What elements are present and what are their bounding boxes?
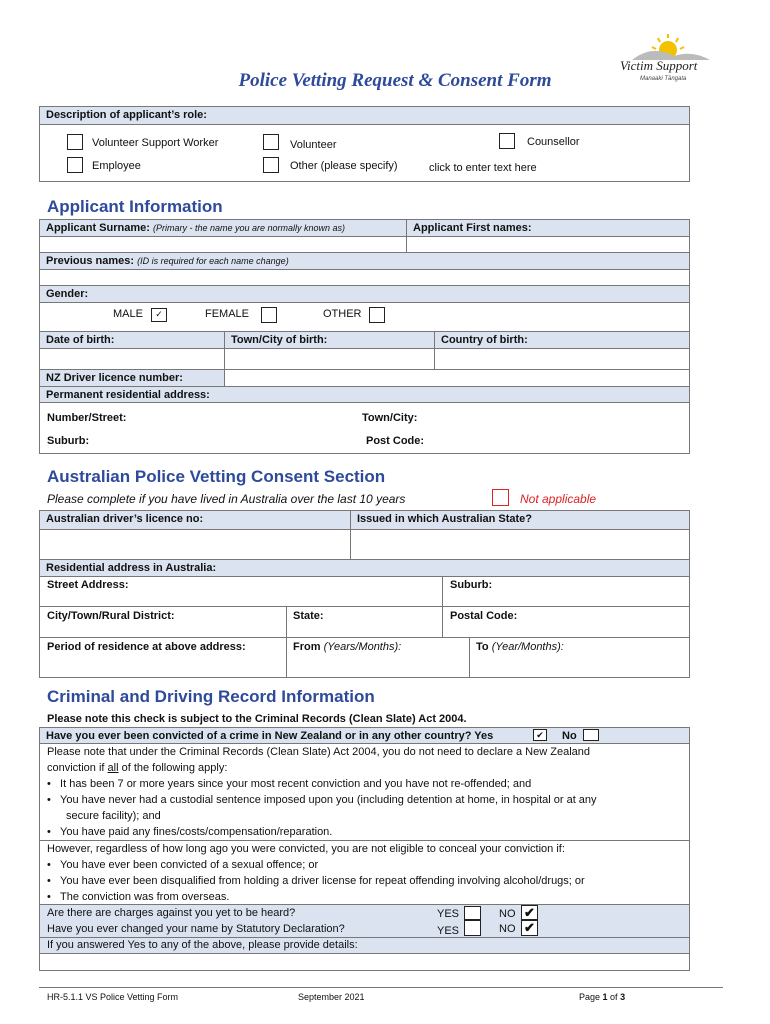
role-option-volunteer: Volunteer [290,139,337,151]
aus-period-label: Period of residence at above address: [47,641,246,653]
aus-street-label: Street Address: [47,579,129,591]
first-names-input[interactable] [406,236,690,253]
male-checkbox[interactable]: ✓ [151,308,167,322]
male-label: MALE [113,308,143,320]
logo-subtext: Manaaki Tāngata [640,76,687,82]
australia-heading: Australian Police Vetting Consent Section [47,467,386,486]
q3-no-checkbox[interactable]: ✔ [521,920,538,936]
australia-instruction: Please complete if you have lived in Australia over the last 10 years [47,492,406,506]
aus-city-label: City/Town/Rural District: [47,610,175,622]
previous-names-label-cell [39,252,690,270]
surname-label-cell [39,219,407,237]
bullet-2-3-text: The conviction was from overseas. [60,891,230,903]
town-birth-input[interactable] [224,348,435,370]
q2-no-checkbox[interactable]: ✔ [521,905,538,920]
q3-no-label: NO [499,923,516,935]
bullet-1-1: • It has been 7 or more years since your most recent conviction and you have not re-offended; and [47,778,532,790]
q2-yes-label: YES [437,908,460,920]
q2-yes-checkbox[interactable] [464,906,481,920]
role-option-counsellor: Counsellor [527,136,580,148]
aus-state-label: State: [293,610,324,622]
street-label: Number/Street: [47,412,127,424]
female-label: FEMALE [205,308,250,320]
aus-licence-label: Australian driver’s licence no: [39,510,351,530]
bullet-2-2-text: You have ever been disqualified from holding a driver license for repeat offending involving alcohol/drugs; or [60,875,585,887]
address-box[interactable] [39,402,690,454]
q3-yes-checkbox[interactable] [464,920,481,936]
surname-note: (Primary - the name you are normally known as) [152,223,346,233]
country-birth-label: Country of birth: [434,331,690,349]
footer-divider [39,987,723,988]
footer-page [579,992,625,1002]
role-heading: Description of applicant’s role: [39,106,690,125]
town-label: Town/City: [362,412,418,424]
bullet-1-2-cont: secure facility); and [66,810,161,822]
para1-line2 [47,762,227,774]
previous-names-input[interactable] [39,269,690,286]
aus-state-issued-label: Issued in which Australian State? [350,510,690,530]
surname-input[interactable] [39,236,407,253]
not-applicable-checkbox[interactable] [492,489,509,506]
footer-page-total: 3 [620,992,626,1002]
role-option-other: Other (please specify) [290,160,398,172]
dob-input[interactable] [39,348,225,370]
aus-address-heading: Residential address in Australia: [39,559,690,577]
q1-no-label: No [562,730,577,742]
para1-line2-all: all [107,762,119,774]
volunteer-support-worker-checkbox[interactable] [67,134,83,150]
town-birth-label: Town/City of birth: [224,331,435,349]
clean-slate-note: Please note this check is subject to the Criminal Records (Clean Slate) Act 2004. [47,713,467,725]
criminal-heading: Criminal and Driving Record Information [47,687,375,706]
aus-to-label: To [476,641,489,653]
q1-yes-checkbox[interactable]: ✔ [533,729,547,741]
bullet-2-1-text: You have ever been convicted of a sexual offence; or [60,859,319,871]
other-checkbox[interactable] [263,157,279,173]
footer-code: HR-5.1.1 VS Police Vetting Form [47,992,179,1002]
counsellor-checkbox[interactable] [499,133,515,149]
volunteer-checkbox[interactable] [263,134,279,150]
footer-page-mid: of [607,992,621,1002]
applicant-heading: Applicant Information [47,197,223,216]
footer-page-num: 1 [602,992,608,1002]
aus-to-note: (Year/Months): [491,641,564,653]
para1-line2-pre: conviction if [47,762,108,774]
role-option-vsw: Volunteer Support Worker [92,137,219,149]
aus-to-label-group [476,641,564,653]
other-gender-label: OTHER [323,308,362,320]
aus-licence-input[interactable] [39,529,351,560]
gender-label: Gender: [39,285,690,303]
bullet-1-3: • You have paid any fines/costs/compensation/reparation. [47,826,333,838]
q4-text: If you answered Yes to any of the above, please provide details: [47,939,358,951]
para1-line1: Please note that under the Criminal Records (Clean Slate) Act 2004, you do not need to declare a New Zealand [47,746,590,758]
previous-names-note: (ID is required for each name change) [137,256,289,266]
q1-no-checkbox[interactable] [583,729,599,741]
female-checkbox[interactable] [261,307,277,323]
aus-state-input[interactable] [350,529,690,560]
suburb-label: Suburb: [47,435,90,447]
previous-names-label: Previous names: [46,255,135,267]
aus-suburb-label: Suburb: [450,579,493,591]
first-names-label: Applicant First names: [406,219,690,237]
aus-from-label: From [293,641,321,653]
q3-text: Have you ever changed your name by Statutory Declaration? [47,923,345,935]
logo-text: Victim Support [620,58,698,73]
country-birth-input[interactable] [434,348,690,370]
details-input[interactable] [39,953,690,971]
bullet-1-3-text: You have paid any fines/costs/compensation/reparation. [60,826,333,838]
aus-postal-label: Postal Code: [450,610,518,622]
q1-text: Have you ever been convicted of a crime in New Zealand or in any other country? Yes [46,730,494,742]
form-title: Police Vetting Request & Consent Form [238,70,552,91]
bullet-1-2-text: You have never had a custodial sentence imposed upon you (including detention at home, in hospital or at any [60,794,597,806]
para1-line2-post: of the following apply: [118,762,228,774]
para2: However, regardless of how long ago you were convicted, you are not eligible to conceal your conviction if: [47,843,565,855]
aus-from-label-group [293,641,401,653]
dob-label: Date of birth: [39,331,225,349]
postcode-label: Post Code: [366,435,425,447]
footer-page-pre: Page [579,992,603,1002]
bullet-2-1: • You have ever been convicted of a sexual offence; or [47,859,319,871]
q2-text: Are there are charges against you yet to be heard? [47,907,296,919]
employee-checkbox[interactable] [67,157,83,173]
bullet-1-2: • You have never had a custodial sentence imposed upon you (including detention at home, in hospital or at any [47,794,597,806]
other-text-input[interactable]: click to enter text here [429,162,537,174]
address-label: Permanent residential address: [39,386,690,403]
role-box [39,124,690,182]
bullet-2-3: • The conviction was from overseas. [47,891,230,903]
role-option-employee: Employee [92,160,141,172]
other-gender-checkbox[interactable] [369,307,385,323]
q2-no-label: NO [499,908,516,920]
licence-label: NZ Driver licence number: [39,369,225,387]
not-applicable-label: Not applicable [520,492,597,506]
surname-label: Applicant Surname: [46,222,150,234]
footer-date: September 2021 [298,992,365,1002]
bullet-2-2: • You have ever been disqualified from holding a driver license for repeat offending involving alcohol/drugs; or [47,875,585,887]
bullet-1-1-text: It has been 7 or more years since your most recent conviction and you have not re-offended; and [60,778,532,790]
licence-input[interactable] [224,369,690,387]
aus-from-note: (Years/Months): [323,641,402,653]
q3-yes-label: YES [437,925,460,937]
